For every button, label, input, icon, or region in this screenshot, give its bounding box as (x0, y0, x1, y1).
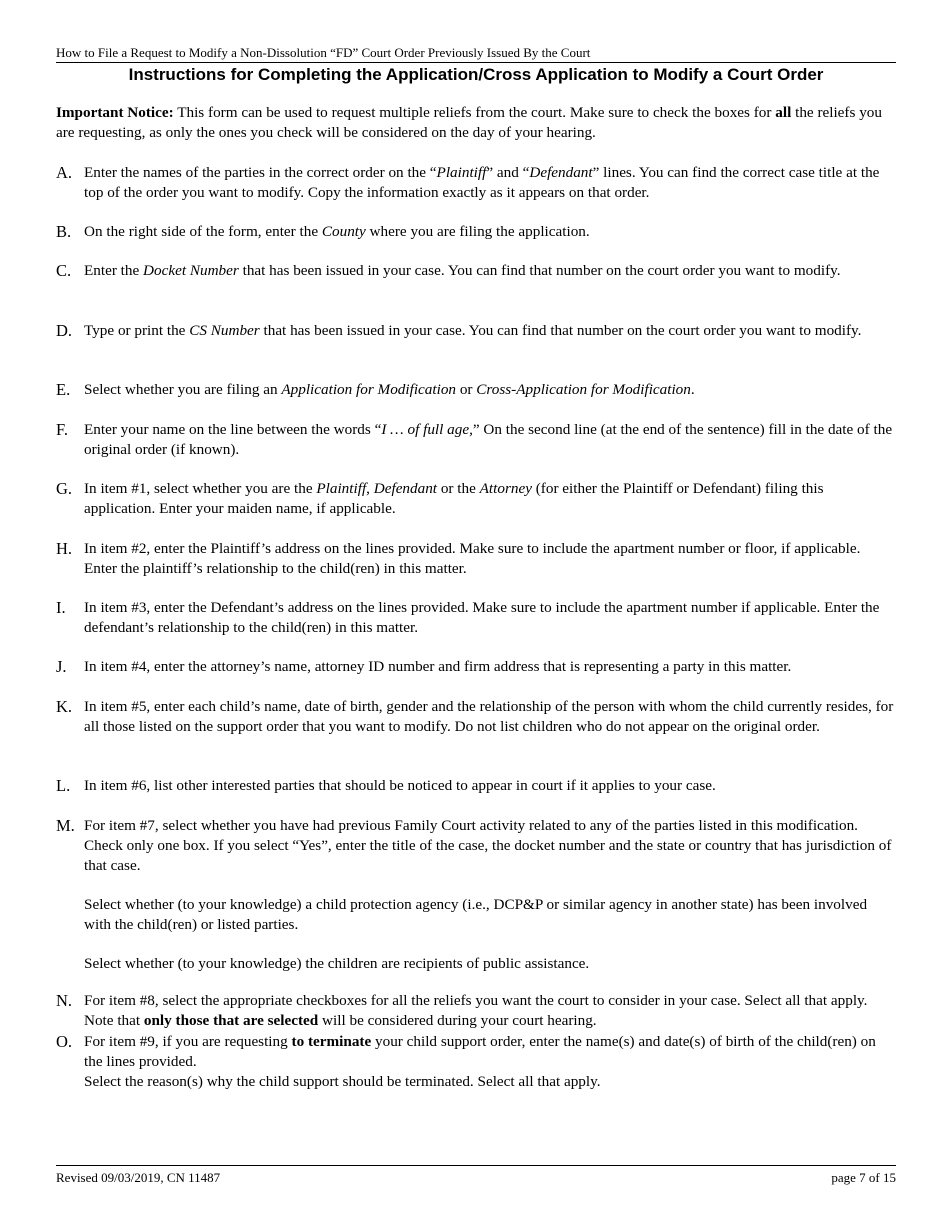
footer-revision: Revised 09/03/2019, CN 11487 (56, 1170, 221, 1185)
item-paragraph: For item #9, if you are requesting to terminate your child support order, enter the name(s) and date(s) of birth of the child(ren) on the lines provided. (84, 1033, 876, 1070)
item-letter: H. (56, 539, 73, 558)
notice-emphasis: all (775, 104, 792, 121)
important-notice: Important Notice: This form can be used to request multiple reliefs from the court. Make sure to check the boxes for all the reliefs you are requesting, as only the ones you check will be considered on the day of your hearing. (56, 104, 882, 141)
item-text: Enter your name on the line between the words “I … of full age,” On the second line (at the end of the sentence) fill in the date of the original order (if known). (84, 421, 893, 458)
running-header: How to File a Request to Modify a Non-Dissolution “FD” Court Order Previously Issued By the Court (56, 45, 591, 60)
item-paragraph: Select the reason(s) why the child support should be terminated. Select all that apply. (84, 1073, 601, 1090)
item-letter: K. (56, 697, 73, 716)
footer-rule (56, 1165, 896, 1166)
notice-label: Important Notice: (56, 104, 174, 121)
item-text: Enter the names of the parties in the correct order on the “Plaintiff” and “Defendant” lines. You can find the correct case title at the top of the order you want to modify. Copy the information exactly as it appears on that order. (84, 164, 880, 201)
instruction-item-b (56, 222, 896, 242)
item-text: In item #5, enter each child’s name, date of birth, gender and the relationship of the person with whom the child currently resides, for all those listed on the support order that you want to modify. Do not list children who do not appear on the original order. (84, 698, 894, 735)
item-letter: M. (56, 816, 75, 835)
item-paragraph: Select whether (to your knowledge) the children are recipients of public assistance. (84, 955, 590, 972)
item-text: Type or print the CS Number that has been issued in your case. You can find that number on the court order you want to modify. (84, 322, 862, 339)
item-paragraph: For item #7, select whether you have had previous Family Court activity related to any of the parties listed in this modification. Check only one box. If you select “Yes”, enter the title of the case, the docket number and the state or country that has jurisdiction of that case. (84, 817, 892, 874)
item-letter: C. (56, 261, 72, 280)
item-letter: G. (56, 479, 73, 498)
item-letter: L. (56, 776, 71, 795)
item-text: In item #1, select whether you are the Plaintiff, Defendant or the Attorney (for either the Plaintiff or Defendant) filing this application. Enter your maiden name, if applicable. (84, 480, 824, 517)
instruction-item-e (56, 380, 896, 400)
item-text (84, 816, 896, 974)
instruction-item-f (56, 420, 896, 460)
header-rule (56, 62, 896, 63)
item-letter: I. (56, 598, 66, 617)
item-text: Enter the Docket Number that has been issued in your case. You can find that number on the court order you want to modify. (84, 262, 841, 279)
instruction-item-i (56, 598, 896, 638)
instruction-item-o (56, 1032, 896, 1092)
item-letter: N. (56, 991, 73, 1010)
item-letter: B. (56, 222, 72, 241)
item-letter: J. (56, 657, 67, 676)
instruction-item-n (56, 991, 896, 1031)
instruction-item-j (56, 657, 896, 677)
page-title: Instructions for Completing the Application/Cross Application to Modify a Court Order (128, 65, 824, 84)
item-text: Select whether you are filing an Application for Modification or Cross-Application for Modification. (84, 381, 695, 398)
item-letter: A. (56, 163, 73, 182)
item-text: In item #2, enter the Plaintiff’s address on the lines provided. Make sure to include the apartment number or floor, if applicable. Enter the plaintiff’s relationship to the child(ren) in this matter. (84, 540, 861, 577)
instruction-item-h (56, 539, 896, 579)
instruction-item-l (56, 776, 896, 796)
page-number: page 7 of 15 (831, 1170, 896, 1185)
item-paragraph: Select whether (to your knowledge) a child protection agency (i.e., DCP&P or similar agency in another state) has been involved with the child(ren) or listed parties. (84, 896, 868, 933)
instruction-item-a (56, 163, 896, 203)
item-text: For item #8, select the appropriate checkboxes for all the reliefs you want the court to consider in your case. Select all that apply. Note that only those that are selected will be considered during your court hearing. (84, 992, 868, 1029)
instruction-item-c (56, 261, 896, 281)
item-letter: D. (56, 321, 73, 340)
instruction-item-g (56, 479, 896, 519)
item-letter: E. (56, 380, 71, 399)
item-text (84, 1032, 896, 1092)
item-text: On the right side of the form, enter the County where you are filing the application. (84, 223, 590, 240)
item-letter: O. (56, 1032, 73, 1051)
instruction-item-m (56, 816, 896, 974)
item-letter: F. (56, 420, 68, 439)
item-text: In item #4, enter the attorney’s name, attorney ID number and firm address that is representing a party in this matter. (84, 658, 792, 675)
item-text: In item #3, enter the Defendant’s address on the lines provided. Make sure to include the apartment number if applicable. Enter the defendant’s relationship to the child(ren) in this matter. (84, 599, 880, 636)
item-text: In item #6, list other interested parties that should be noticed to appear in court if it applies to your case. (84, 777, 716, 794)
instruction-item-d (56, 321, 896, 341)
instruction-item-k (56, 697, 896, 737)
document-page (56, 0, 896, 1230)
